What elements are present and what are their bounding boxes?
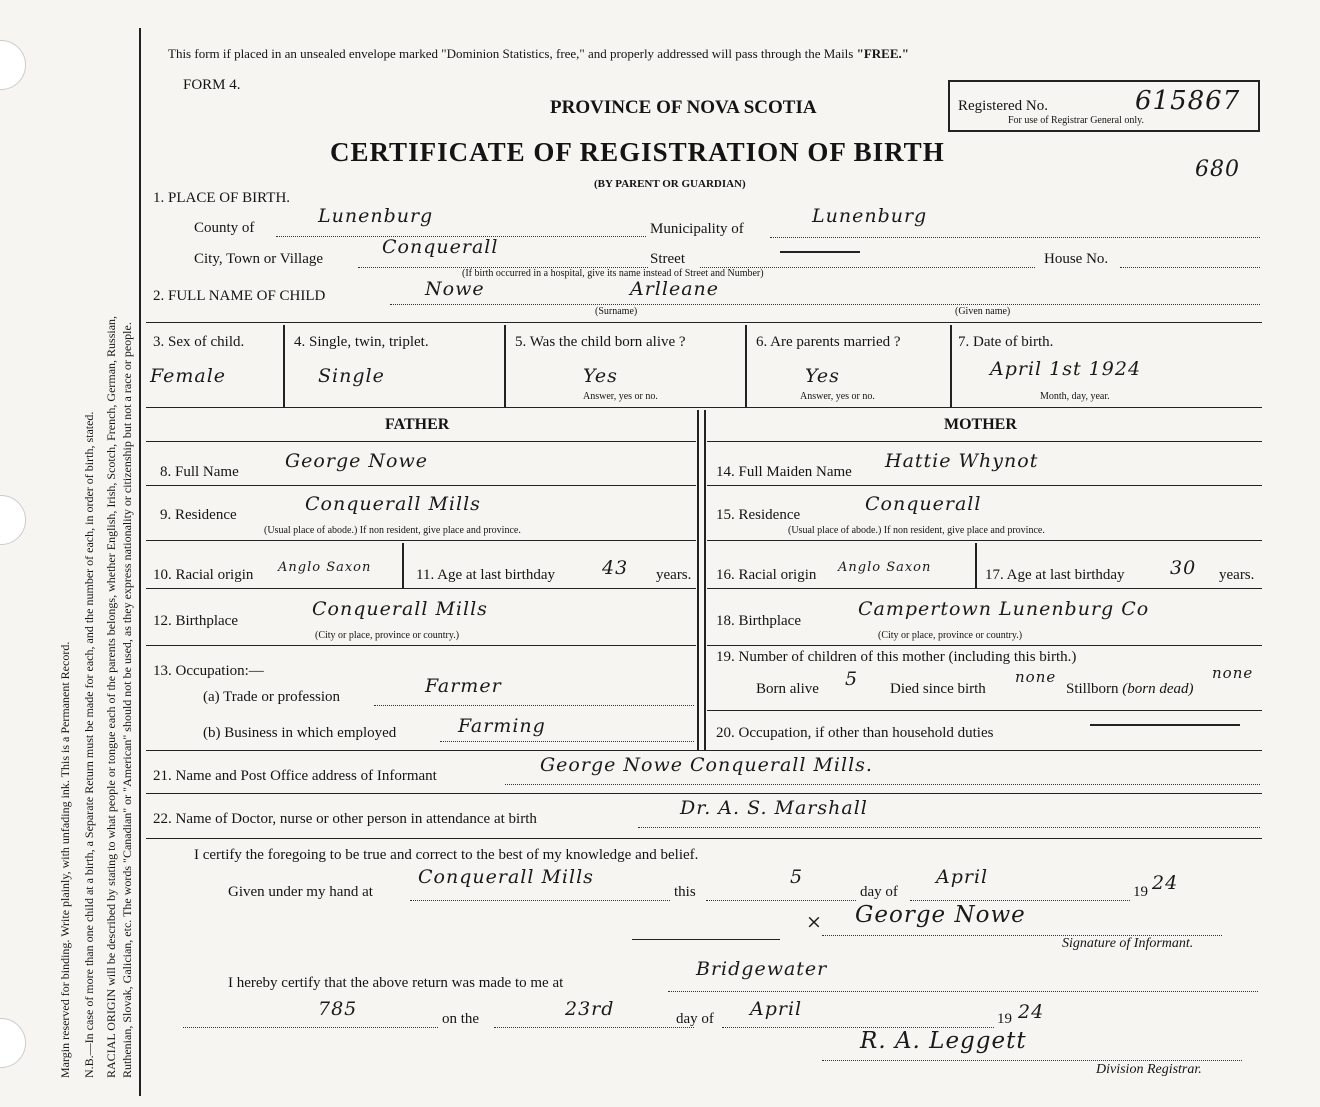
registrar-day-underline bbox=[494, 1027, 694, 1028]
father-heading: FATHER bbox=[385, 416, 450, 433]
registrar-number-value: 785 bbox=[318, 998, 358, 1020]
mother-racial-value: Anglo Saxon bbox=[838, 560, 932, 575]
city-value: Conquerall bbox=[382, 236, 499, 258]
informant-signature-mark: × bbox=[806, 911, 823, 933]
registrar-month-value: April bbox=[750, 998, 803, 1020]
doctor-underline bbox=[638, 827, 1260, 828]
rule-mother-2 bbox=[707, 485, 1262, 486]
rule-mother-6 bbox=[707, 710, 1262, 711]
informant-label: 21. Name and Post Office address of Informant bbox=[153, 768, 437, 784]
father-business-underline bbox=[440, 741, 694, 742]
margin-note-racial-origin-cont: Ruthenian, Slovak, Galician, etc. The words "Canadian" or "American" should not be used, as they express nationality or citizenship but not a race or people. bbox=[120, 322, 134, 1078]
punch-hole-bottom bbox=[0, 1018, 26, 1068]
mother-birthplace-value: Campertown Lunenburg Co bbox=[858, 598, 1150, 620]
rule-father-4 bbox=[146, 588, 696, 589]
alive-note: Answer, yes or no. bbox=[583, 391, 658, 402]
mother-age-unit: years. bbox=[1219, 567, 1255, 583]
father-trade-underline bbox=[374, 705, 694, 706]
father-business-label: (b) Business in which employed bbox=[203, 725, 397, 741]
father-name-label: 8. Full Name bbox=[160, 464, 239, 480]
registrar-number-underline bbox=[183, 1027, 438, 1028]
house-number-label: House No. bbox=[1044, 251, 1109, 267]
child-surname: Nowe bbox=[425, 278, 485, 300]
registrar-day-of-label: day of bbox=[676, 1011, 714, 1027]
married-note: Answer, yes or no. bbox=[800, 391, 875, 402]
rule-father-3 bbox=[146, 540, 696, 541]
mother-age-value: 30 bbox=[1170, 557, 1197, 579]
binding-margin bbox=[0, 0, 140, 1107]
father-business-value: Farming bbox=[458, 715, 546, 737]
given-under-label: Given under my hand at bbox=[228, 884, 373, 900]
form-number: FORM 4. bbox=[183, 77, 241, 93]
father-occupation-label: 13. Occupation:— bbox=[153, 663, 264, 679]
mother-occupation-label: 20. Occupation, if other than household duties bbox=[716, 725, 994, 741]
registrar-signature: R. A. Leggett bbox=[860, 1028, 1027, 1054]
certify-year-value: 24 bbox=[1152, 872, 1179, 894]
children-label: 19. Number of children of this mother (including this birth.) bbox=[716, 649, 1077, 665]
certify-month-value: April bbox=[936, 866, 989, 888]
rule-center-left bbox=[697, 410, 699, 750]
born-alive-value: 5 bbox=[845, 668, 859, 690]
mother-name-value: Hattie Whynot bbox=[885, 450, 1039, 472]
mother-age-label: 17. Age at last birthday bbox=[985, 567, 1125, 583]
registrar-on-the-label: on the bbox=[442, 1011, 480, 1027]
county-label: County of bbox=[194, 220, 255, 236]
father-birthplace-value: Conquerall Mills bbox=[312, 598, 488, 620]
mother-birthplace-note: (City or place, province or country.) bbox=[878, 630, 1023, 641]
certify-day-of-label: day of bbox=[860, 884, 898, 900]
stillborn-value: none bbox=[1212, 664, 1254, 682]
registrar-signature-label: Division Registrar. bbox=[1096, 1062, 1202, 1077]
certify-day-underline bbox=[706, 900, 856, 901]
father-age-value: 43 bbox=[602, 557, 629, 579]
father-trade-label: (a) Trade or profession bbox=[203, 689, 341, 705]
mother-residence-label: 15. Residence bbox=[716, 507, 801, 523]
born-alive-label: Born alive bbox=[756, 681, 819, 697]
mother-heading: MOTHER bbox=[944, 416, 1017, 433]
margin-note-multiple-births: N.B.—In case of more than one child at a birth, a Separate Return must be made for each, and the number of each, in order of birth, stated. bbox=[82, 411, 96, 1078]
municipality-underline bbox=[770, 237, 1260, 238]
registrar-signature-underline bbox=[822, 1060, 1242, 1061]
father-birthplace-label: 12. Birthplace bbox=[153, 613, 238, 629]
rule-row3-bottom bbox=[146, 407, 1262, 408]
page-title: CERTIFICATE OF REGISTRATION OF BIRTH bbox=[330, 137, 945, 167]
father-residence-label: 9. Residence bbox=[160, 507, 237, 523]
punch-hole-middle bbox=[0, 495, 26, 545]
registered-label: Registered No. bbox=[958, 98, 1048, 114]
plurality-value: Single bbox=[318, 365, 385, 387]
registered-number-box bbox=[948, 80, 1260, 132]
child-name-underline bbox=[390, 304, 1260, 305]
sex-label: 3. Sex of child. bbox=[153, 334, 245, 350]
rule-mother-4 bbox=[707, 588, 1262, 589]
stamp-mark: 680 bbox=[1195, 157, 1240, 182]
rule-mother-1 bbox=[707, 441, 1262, 442]
given-name-note: (Given name) bbox=[955, 306, 1011, 317]
rule-father-1 bbox=[146, 441, 696, 442]
registered-number: 615867 bbox=[1135, 86, 1241, 116]
street-label: Street bbox=[650, 251, 685, 267]
dob-value: April 1st 1924 bbox=[990, 358, 1142, 380]
father-trade-value: Farmer bbox=[425, 675, 502, 697]
mother-name-label: 14. Full Maiden Name bbox=[716, 464, 852, 480]
alive-label: 5. Was the child born alive ? bbox=[515, 334, 686, 350]
child-name-label: 2. FULL NAME OF CHILD bbox=[153, 288, 326, 304]
rule-mother-age-div bbox=[975, 543, 977, 588]
registrar-year-value: 24 bbox=[1018, 1001, 1045, 1023]
municipality-value: Lunenburg bbox=[812, 205, 928, 227]
rule-father-5 bbox=[146, 645, 696, 646]
postal-note: This form if placed in an unsealed envelope marked "Dominion Statistics, free," and properly addressed will pass through the Mails "FREE." bbox=[168, 46, 909, 61]
father-age-unit: years. bbox=[656, 567, 692, 583]
father-age-label: 11. Age at last birthday bbox=[416, 567, 555, 583]
father-residence-note: (Usual place of abode.) If non resident, give place and province. bbox=[264, 525, 521, 536]
registrar-place-underline bbox=[668, 991, 1258, 992]
informant-underline bbox=[505, 784, 1260, 785]
mother-residence-note: (Usual place of abode.) If non resident, give place and province. bbox=[788, 525, 1045, 536]
father-birthplace-note: (City or place, province or country.) bbox=[315, 630, 460, 641]
rule-center-right bbox=[704, 410, 706, 750]
informant-value: George Nowe Conquerall Mills. bbox=[540, 754, 873, 776]
registrar-day-value: 23rd bbox=[565, 998, 615, 1020]
registrar-note: For use of Registrar General only. bbox=[1008, 115, 1144, 126]
father-residence-value: Conquerall Mills bbox=[305, 493, 481, 515]
street-dash bbox=[780, 251, 860, 253]
registrar-year-prefix: 19 bbox=[997, 1011, 1012, 1027]
margin-rule bbox=[139, 28, 141, 1096]
mother-residence-value: Conquerall bbox=[865, 493, 982, 515]
doctor-label: 22. Name of Doctor, nurse or other person in attendance at birth bbox=[153, 811, 537, 827]
mother-racial-label: 16. Racial origin bbox=[716, 567, 817, 583]
informant-signature: George Nowe bbox=[855, 902, 1026, 928]
informant-signature-label: Signature of Informant. bbox=[1062, 936, 1194, 951]
dob-label: 7. Date of birth. bbox=[958, 334, 1054, 350]
rule-row3-top bbox=[146, 322, 1262, 323]
rule-row3-div2 bbox=[504, 325, 506, 407]
rule-doctor-bottom bbox=[146, 838, 1262, 839]
father-racial-label: 10. Racial origin bbox=[153, 567, 254, 583]
father-name-value: George Nowe bbox=[285, 450, 428, 472]
rule-informant-top bbox=[146, 750, 1262, 751]
surname-note: (Surname) bbox=[595, 306, 638, 317]
doctor-value: Dr. A. S. Marshall bbox=[680, 797, 868, 819]
certify-this-label: this bbox=[674, 884, 696, 900]
sex-value: Female bbox=[150, 365, 227, 387]
died-label: Died since birth bbox=[890, 681, 986, 697]
married-label: 6. Are parents married ? bbox=[756, 334, 901, 350]
died-value: none bbox=[1015, 668, 1057, 686]
province-heading: PROVINCE OF NOVA SCOTIA bbox=[550, 97, 817, 118]
given-place-underline bbox=[410, 900, 670, 901]
child-given-name: Arlleane bbox=[630, 278, 720, 300]
registrar-line: I hereby certify that the above return was made to me at bbox=[228, 975, 564, 991]
married-value: Yes bbox=[805, 365, 840, 387]
county-value: Lunenburg bbox=[318, 205, 434, 227]
house-number-underline bbox=[1120, 267, 1260, 268]
certify-day-value: 5 bbox=[790, 866, 804, 888]
margin-note-binding: Margin reserved for binding. Write plainly, with unfading ink. This is a Permanent Record. bbox=[58, 641, 72, 1078]
mother-birthplace-label: 18. Birthplace bbox=[716, 613, 801, 629]
certify-line: I certify the foregoing to be true and correct to the best of my knowledge and belief. bbox=[194, 847, 699, 863]
rule-father-age-div bbox=[402, 543, 404, 588]
margin-note-racial-origin: RACIAL ORIGIN will be described by stating to what people or tongue each of the parents belongs, whether English, Irish, Scotch, French, German, Russian, bbox=[104, 315, 118, 1078]
mother-occupation-dash bbox=[1090, 724, 1240, 726]
given-place-value: Conquerall Mills bbox=[418, 866, 594, 888]
plurality-label: 4. Single, twin, triplet. bbox=[294, 334, 429, 350]
rule-row3-div3 bbox=[745, 325, 747, 407]
rule-father-2 bbox=[146, 485, 696, 486]
page-subtitle: (BY PARENT OR GUARDIAN) bbox=[594, 178, 746, 190]
rule-row3-div1 bbox=[283, 325, 285, 407]
rule-mother-3 bbox=[707, 540, 1262, 541]
registrar-place-value: Bridgewater bbox=[696, 958, 828, 980]
city-label: City, Town or Village bbox=[194, 251, 324, 267]
rule-signature-left bbox=[632, 939, 780, 940]
rule-row3-div4 bbox=[950, 325, 952, 407]
hospital-note: (If birth occurred in a hospital, give its name instead of Street and Number) bbox=[462, 268, 764, 279]
certify-year-prefix: 19 bbox=[1133, 884, 1148, 900]
certify-month-underline bbox=[910, 900, 1130, 901]
stillborn-label: Stillborn (born dead) bbox=[1066, 681, 1194, 697]
rule-informant-bottom bbox=[146, 793, 1262, 794]
place-of-birth-heading: 1. PLACE OF BIRTH. bbox=[153, 190, 291, 206]
father-racial-value: Anglo Saxon bbox=[278, 560, 372, 575]
dob-note: Month, day, year. bbox=[1040, 391, 1110, 402]
municipality-label: Municipality of bbox=[650, 221, 744, 237]
rule-mother-5 bbox=[707, 645, 1262, 646]
alive-value: Yes bbox=[583, 365, 618, 387]
punch-hole-top bbox=[0, 40, 26, 90]
